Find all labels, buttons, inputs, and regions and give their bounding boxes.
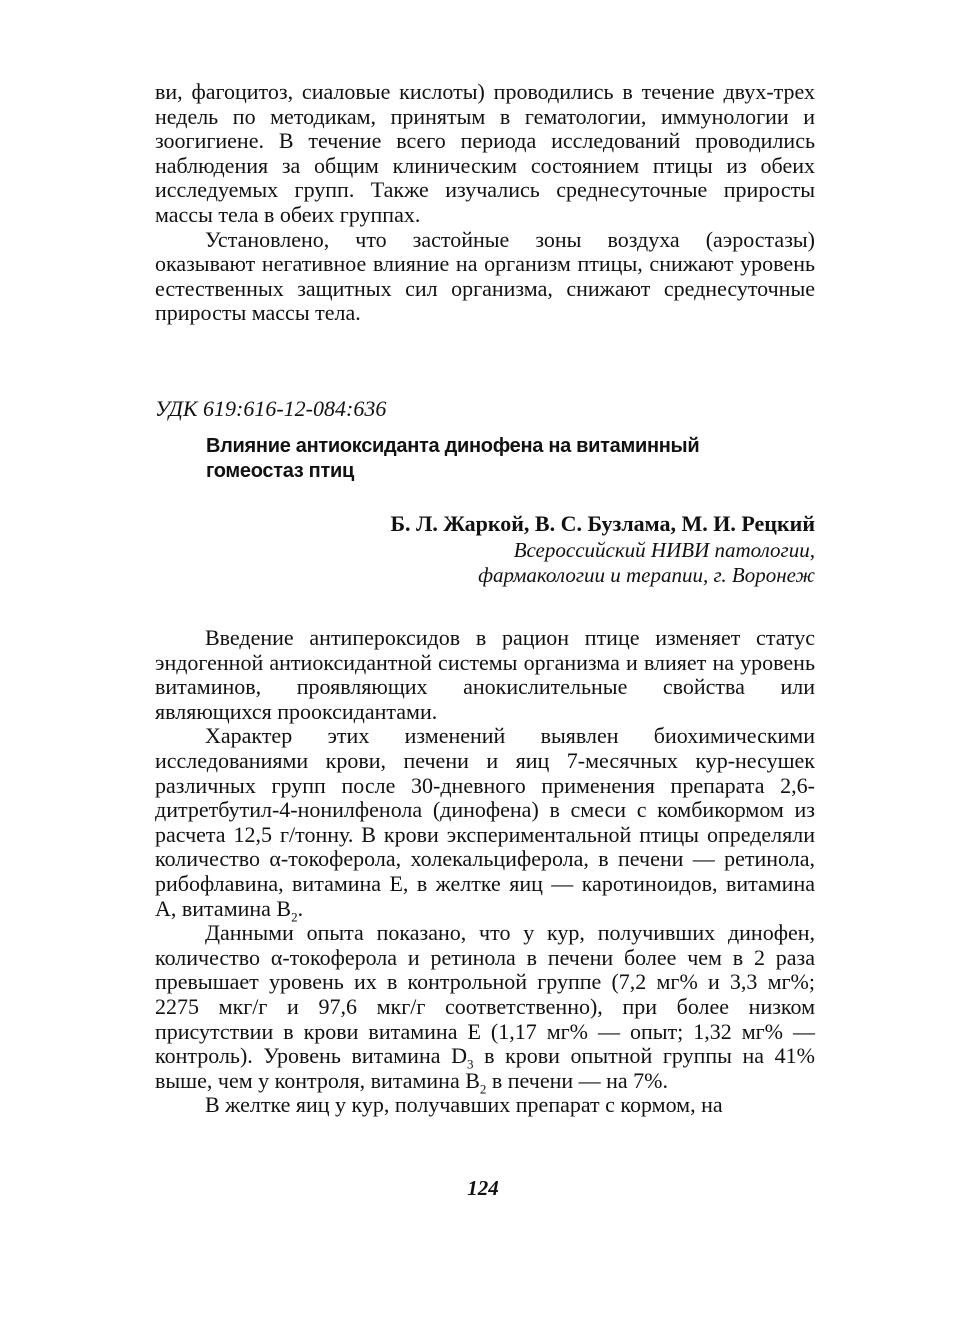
article-affiliation xyxy=(478,538,815,588)
body-paragraph-3-part-a: Данными опыта показано, что у кур, получивших динофен, количество α-токоферола и ретинола в печени более чем в 2 раза превышает уровень их в контрольной группе (7,2 мг% и 3,3 мг%; 2275 мкг/г и 97,6 мкг/г соответственно), при более низком присутствии в крови витамина Е (1,17 мг% — опыт; 1,32 мг% — контроль). Уровень витамина D xyxy=(155,920,815,1069)
body-paragraph-2-end: . xyxy=(297,895,304,921)
page-number: 124 xyxy=(467,1176,499,1200)
udk-code: УДК 619:616-12-084:636 xyxy=(155,396,387,421)
article-title xyxy=(206,434,806,484)
subscript-3: 3 xyxy=(467,1056,474,1072)
affiliation-line-2: фармакологии и терапии, г. Воронеж xyxy=(478,563,815,587)
article-body xyxy=(155,626,815,1118)
intro-section xyxy=(155,80,815,326)
body-paragraph-2-text: Характер этих изменений выявлен биохимическими исследованиями крови, печени и яиц 7-месячных кур-несушек различных групп после 30-дневного применения препарата 2,6-дитретбутил-4-нонилфенола (динофена) в смеси с комбикормом из расчета 12,5 г/тонну. В крови экспериментальной птицы определяли количество α-токоферола, холекальциферола, в печени — ретинола, рибофлавина, витамина Е, в желтке яиц — каротиноидов, витамина А, витамина В xyxy=(155,723,815,921)
body-paragraph-3-part-c: в печени — на 7%. xyxy=(486,1067,669,1093)
subscript-2b: 2 xyxy=(479,1081,487,1097)
article-title-line-1: Влияние антиоксиданта динофена на витаминный xyxy=(206,435,700,457)
article-title-line-2: гомеостаз птиц xyxy=(206,460,354,482)
affiliation-line-1: Всероссийский НИВИ патологии, xyxy=(513,538,815,562)
intro-paragraph-1: ви, фагоцитоз, сиаловые кислоты) проводились в течение двух-трех недель по методикам, принятым в гематологии, иммунологии и зоогигиене. В течение всего периода исследований проводились наблюдения за общим клиническим состоянием птицы из обеих исследуемых групп. Также изучались среднесуточные приросты массы тела в обеих группах. xyxy=(155,79,815,227)
article-authors: Б. Л. Жаркой, В. С. Бузлама, М. И. Рецкий xyxy=(390,511,815,536)
body-paragraph-2 xyxy=(155,723,815,924)
intro-paragraph-2: Установлено, что застойные зоны воздуха (аэростазы) оказывают негативное влияние на организм птицы, снижают уровень естественных защитных сил организма, снижают среднесуточные приросты массы тела. xyxy=(155,226,815,326)
body-paragraph-3 xyxy=(155,920,815,1097)
body-paragraph-3-part-b: в крови опытной группы на 41% выше, чем у контроля, витамина В xyxy=(155,1043,815,1093)
body-paragraph-1: Введение антипероксидов в рацион птице изменяет статус эндогенной антиоксидантной системы организма и влияет на уровень витаминов, проявляющих анокислительные свойства или являющихся прооксидантами. xyxy=(155,625,815,724)
body-paragraph-4: В желтке яиц у кур, получавших препарат с кормом, на xyxy=(205,1092,723,1118)
subscript-2: 2 xyxy=(291,908,298,924)
